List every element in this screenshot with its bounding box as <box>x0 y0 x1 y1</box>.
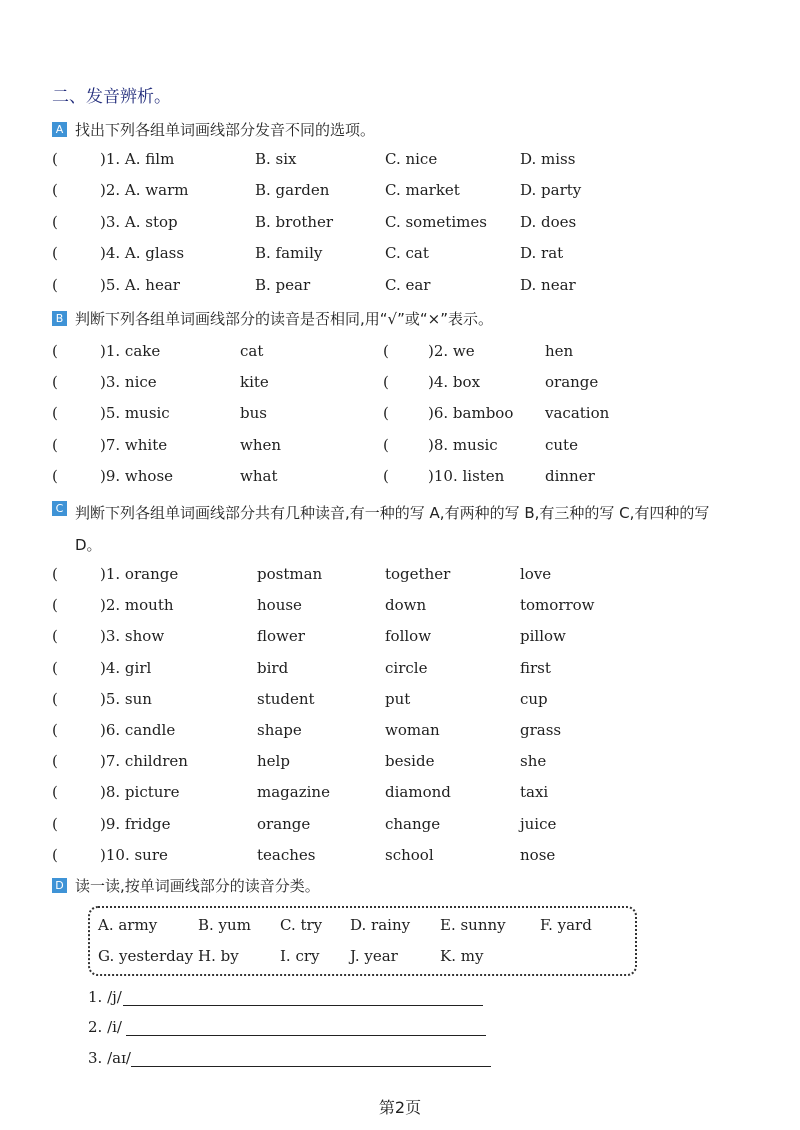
word-left-1: )3. nice <box>100 373 157 391</box>
judge-row <box>0 467 800 489</box>
word-4: tomorrow <box>520 596 595 614</box>
question-number-option-a: )2. A. warm <box>100 181 189 199</box>
word-2: flower <box>257 627 305 645</box>
word-left-1: )7. white <box>100 436 168 454</box>
word-bank-item: E. sunny <box>440 916 506 934</box>
word-right-1: )8. music <box>428 436 498 454</box>
word-right-1: )4. box <box>428 373 481 391</box>
word-3: woman <box>385 721 440 739</box>
word-3: diamond <box>385 783 451 801</box>
option-c: C. ear <box>385 276 431 294</box>
word-left-2: when <box>240 436 282 454</box>
word-left-1: )5. music <box>100 404 170 422</box>
section-c-title <box>52 497 715 561</box>
answer-paren[interactable]: ( <box>383 467 389 485</box>
option-d: D. rat <box>520 244 564 262</box>
word-bank-item: G. yesterday <box>98 947 194 965</box>
count-row <box>0 659 800 681</box>
word-4: first <box>520 659 551 677</box>
answer-paren[interactable]: ( <box>52 659 58 677</box>
word-bank-item: H. by <box>198 947 239 965</box>
judge-row <box>0 373 800 395</box>
answer-paren[interactable]: ( <box>52 596 58 614</box>
option-d: D. near <box>520 276 576 294</box>
answer-paren[interactable]: ( <box>383 436 389 454</box>
answer-paren[interactable]: ( <box>52 404 58 422</box>
word-4: love <box>520 565 552 583</box>
question-row <box>0 244 800 266</box>
word-4: nose <box>520 846 556 864</box>
section-b-title <box>52 307 493 331</box>
word-1: )10. sure <box>100 846 168 864</box>
judge-row <box>0 436 800 458</box>
word-1: )1. orange <box>100 565 179 583</box>
answer-paren[interactable]: ( <box>383 404 389 422</box>
section-a-badge: A <box>52 122 67 137</box>
word-2: postman <box>257 565 323 583</box>
question-row <box>0 213 800 235</box>
word-2: orange <box>257 815 311 833</box>
word-left-2: what <box>240 467 278 485</box>
answer-paren[interactable]: ( <box>52 815 58 833</box>
answer-blank-line[interactable] <box>123 1005 483 1006</box>
word-1: )6. candle <box>100 721 176 739</box>
option-b: B. pear <box>255 276 311 294</box>
word-right-2: dinner <box>545 467 595 485</box>
answer-paren[interactable]: ( <box>383 342 389 360</box>
word-1: )9. fridge <box>100 815 171 833</box>
word-4: she <box>520 752 547 770</box>
section-b-instruction: 判断下列各组单词画线部分的读音是否相同,用“√”或“×”表示。 <box>75 310 493 328</box>
question-number-option-a: )5. A. hear <box>100 276 180 294</box>
section-a-instruction: 找出下列各组单词画线部分发音不同的选项。 <box>75 121 376 139</box>
word-right-2: cute <box>545 436 578 454</box>
question-number-option-a: )3. A. stop <box>100 213 178 231</box>
word-left-2: kite <box>240 373 269 391</box>
option-c: C. sometimes <box>385 213 487 231</box>
word-bank-item: B. yum <box>198 916 251 934</box>
word-4: cup <box>520 690 548 708</box>
count-row <box>0 783 800 805</box>
answer-paren[interactable]: ( <box>52 150 58 168</box>
word-2: help <box>257 752 290 770</box>
word-bank-item: J. year <box>350 947 398 965</box>
word-1: )2. mouth <box>100 596 174 614</box>
word-1: )4. girl <box>100 659 152 677</box>
count-row <box>0 752 800 774</box>
word-1: )3. show <box>100 627 165 645</box>
option-c: C. cat <box>385 244 429 262</box>
count-row <box>0 596 800 618</box>
answer-paren[interactable]: ( <box>52 467 58 485</box>
word-1: )8. picture <box>100 783 180 801</box>
word-bank-item: A. army <box>98 916 158 934</box>
word-2: teaches <box>257 846 316 864</box>
word-bank-item: K. my <box>440 947 484 965</box>
word-1: )5. sun <box>100 690 152 708</box>
section-heading: 二、发音辨析。 <box>52 87 171 107</box>
word-right-2: vacation <box>545 404 610 422</box>
section-d-instruction: 读一读,按单词画线部分的读音分类。 <box>75 877 320 895</box>
word-3: follow <box>385 627 432 645</box>
answer-paren[interactable]: ( <box>52 565 58 583</box>
answer-paren[interactable]: ( <box>52 276 58 294</box>
blank-label: 3. /aɪ/ <box>88 1049 131 1067</box>
answer-paren[interactable]: ( <box>52 342 58 360</box>
word-3: together <box>385 565 451 583</box>
blank-label: 1. /j/ <box>88 988 122 1006</box>
answer-paren[interactable]: ( <box>52 752 58 770</box>
count-row <box>0 721 800 743</box>
word-1: )7. children <box>100 752 188 770</box>
section-a-title <box>52 118 375 142</box>
section-d-badge: D <box>52 878 67 893</box>
answer-paren[interactable]: ( <box>52 721 58 739</box>
answer-paren[interactable]: ( <box>52 373 58 391</box>
word-bank-item: D. rainy <box>350 916 411 934</box>
word-2: shape <box>257 721 302 739</box>
section-c-instruction: 判断下列各组单词画线部分共有几种读音,有一种的写 A,有两种的写 B,有三种的写 C,有四种的写 D。 <box>75 504 710 554</box>
option-d: D. does <box>520 213 577 231</box>
word-left-1: )9. whose <box>100 467 174 485</box>
count-row <box>0 565 800 587</box>
blank-label: 2. /i/ <box>88 1018 122 1036</box>
answer-paren[interactable]: ( <box>52 627 58 645</box>
count-row <box>0 846 800 868</box>
judge-row <box>0 342 800 364</box>
option-d: D. party <box>520 181 582 199</box>
option-b: B. garden <box>255 181 330 199</box>
section-d-title <box>52 874 320 898</box>
word-2: bird <box>257 659 289 677</box>
word-right-2: hen <box>545 342 574 360</box>
word-4: taxi <box>520 783 549 801</box>
option-d: D. miss <box>520 150 576 168</box>
option-b: B. brother <box>255 213 334 231</box>
answer-paren[interactable]: ( <box>52 783 58 801</box>
word-left-2: cat <box>240 342 264 360</box>
answer-blank-line[interactable] <box>131 1066 491 1067</box>
option-b: B. six <box>255 150 297 168</box>
question-number-option-a: )4. A. glass <box>100 244 185 262</box>
word-3: down <box>385 596 427 614</box>
word-3: put <box>385 690 411 708</box>
option-b: B. family <box>255 244 323 262</box>
option-c: C. market <box>385 181 460 199</box>
word-bank-item: F. yard <box>540 916 592 934</box>
word-right-1: )10. listen <box>428 467 505 485</box>
word-right-1: )2. we <box>428 342 475 360</box>
word-bank-item: C. try <box>280 916 323 934</box>
count-row <box>0 627 800 649</box>
word-2: house <box>257 596 302 614</box>
count-row <box>0 815 800 837</box>
question-row <box>0 150 800 172</box>
answer-paren[interactable]: ( <box>52 181 58 199</box>
question-number-option-a: )1. A. film <box>100 150 175 168</box>
page-number: 第2页 <box>378 1098 422 1117</box>
answer-blank-line[interactable] <box>126 1035 486 1036</box>
word-bank-box <box>88 906 637 976</box>
section-b-badge: B <box>52 311 67 326</box>
question-row <box>0 181 800 203</box>
section-c-badge: C <box>52 501 67 516</box>
word-3: school <box>385 846 434 864</box>
word-right-1: )6. bamboo <box>428 404 514 422</box>
word-bank-item: I. cry <box>280 947 320 965</box>
word-2: magazine <box>257 783 330 801</box>
answer-paren[interactable]: ( <box>52 436 58 454</box>
count-row <box>0 690 800 712</box>
answer-paren[interactable]: ( <box>52 690 58 708</box>
word-3: circle <box>385 659 428 677</box>
word-3: change <box>385 815 441 833</box>
word-4: pillow <box>520 627 566 645</box>
word-3: beside <box>385 752 435 770</box>
word-4: juice <box>520 815 557 833</box>
question-row <box>0 276 800 298</box>
answer-paren[interactable]: ( <box>52 846 58 864</box>
answer-paren[interactable]: ( <box>52 213 58 231</box>
answer-paren[interactable]: ( <box>52 244 58 262</box>
option-c: C. nice <box>385 150 438 168</box>
word-2: student <box>257 690 315 708</box>
word-right-2: orange <box>545 373 599 391</box>
answer-paren[interactable]: ( <box>383 373 389 391</box>
word-left-2: bus <box>240 404 267 422</box>
word-left-1: )1. cake <box>100 342 161 360</box>
judge-row <box>0 404 800 426</box>
word-4: grass <box>520 721 562 739</box>
